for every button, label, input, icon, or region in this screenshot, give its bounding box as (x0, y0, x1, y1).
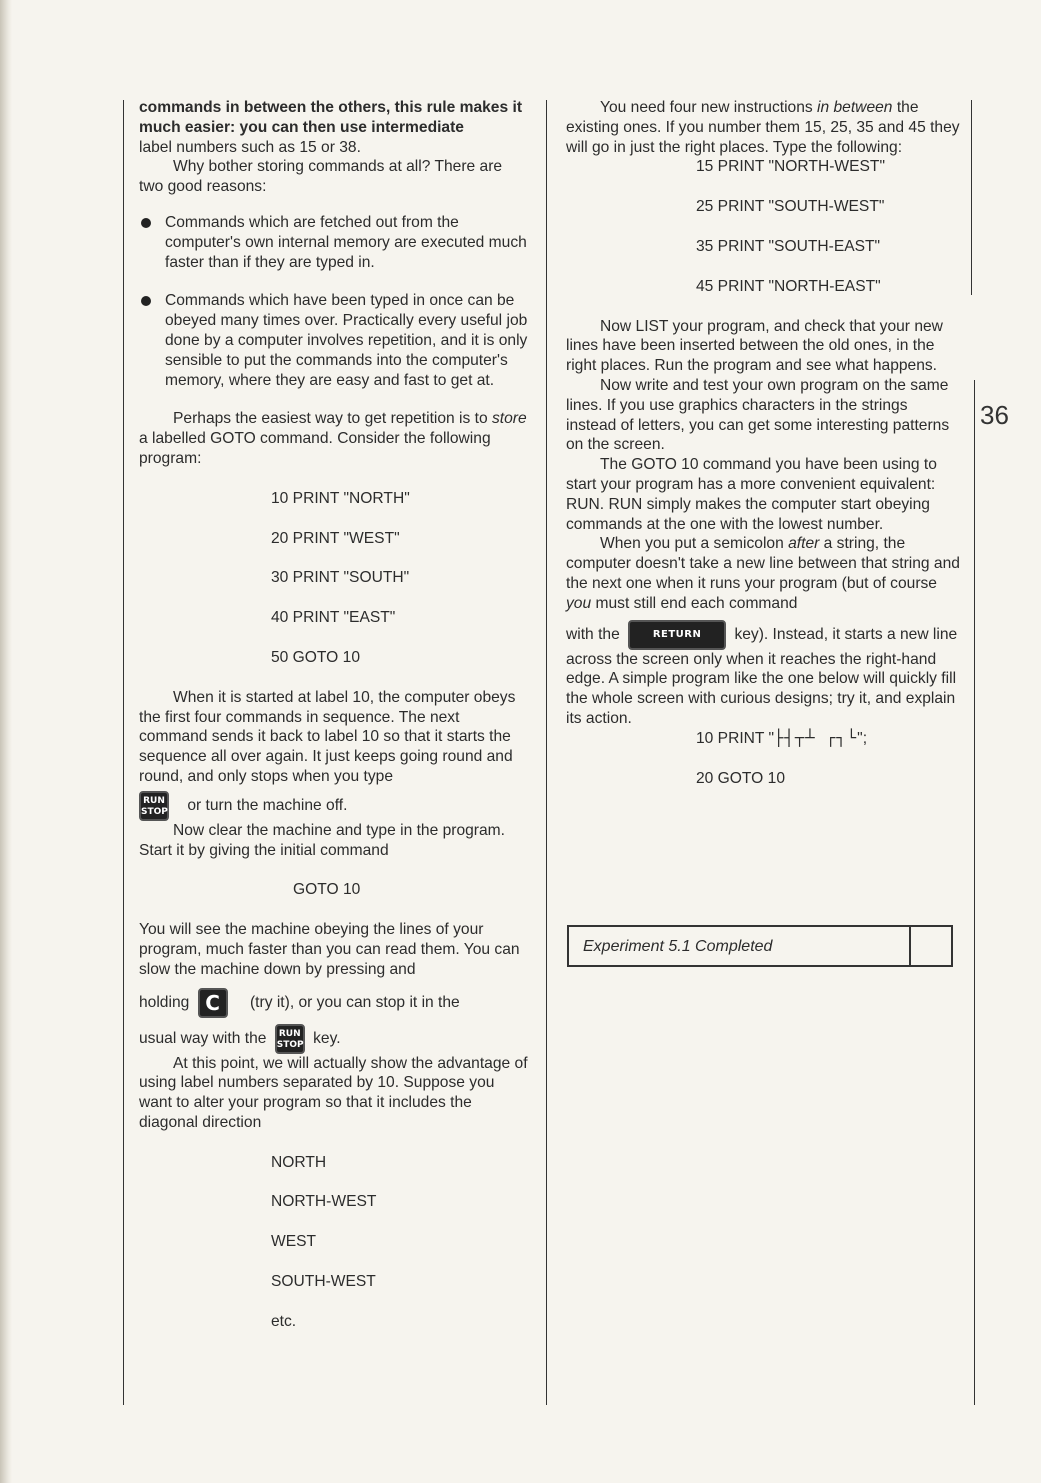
run-stop-key-icon: RUN STOP (139, 791, 169, 821)
experiment-label: Experiment 5.1 Completed (583, 938, 773, 955)
left-paragraph-6-hold: holding C (try it), or you can stop it in the (139, 988, 529, 1018)
code-line: 30 PRINT "SOUTH" (271, 569, 410, 587)
code-line: 35 PRINT "SOUTH-EAST" (696, 237, 881, 255)
goto-command: GOTO 10 (293, 881, 361, 899)
center-column-rule (546, 100, 547, 1405)
direction-line: WEST (271, 1233, 317, 1251)
right-paragraph-6: with the RETURN key). Instead, it starts a new line across the screen only when it reaches the right-hand edge. A simple program like the one below will quickly fill the whole screen with curious designs; try it, and explain its action. (566, 620, 961, 729)
direction-line: etc. (271, 1312, 297, 1330)
reason-item: Commands which have been typed in once can be obeyed many times over. Practically every useful job done by a computer involves repetition, and it is only sensible to put the commands into the computer's memory, where they are easy and fast to get at. (139, 291, 529, 390)
graphics-code-line: 10 PRINT "├┤┬┴ ┌┐└"; (696, 728, 868, 747)
code-line: 25 PRINT "SOUTH-WEST" (696, 198, 885, 216)
page-number: 36 (980, 400, 1009, 430)
left-paragraph-2: Why bother storing commands at all? There are two good reasons: (139, 158, 503, 196)
left-column (139, 98, 529, 1352)
right-column-rule-lower (974, 380, 975, 1405)
experiment-completed-box (567, 925, 953, 967)
code-line: 15 PRINT "NORTH-WEST" (696, 158, 885, 176)
left-paragraph-3: Perhaps the easiest way to get repetition is to store a labelled GOTO command. Consider the following program: (139, 410, 527, 467)
left-paragraph-4-after: RUN STOP or turn the machine off. (139, 791, 529, 821)
right-paragraph-3: Now write and test your own program on the same lines. If you use graphics characters in the strings instead of letters, you can get some interesting patterns on the screen. (566, 376, 950, 454)
left-column-rule (123, 100, 124, 1405)
code-line: 10 PRINT "NORTH" (271, 489, 410, 507)
left-paragraph-7: At this point, we will actually show the advantage of using label numbers separated by 10. Suppose you want to alter your program so that it includes the diagonal direction (139, 1054, 528, 1131)
completion-checkbox[interactable] (909, 927, 951, 965)
reasons-list (139, 213, 529, 390)
code-line: 40 PRINT "EAST" (271, 609, 396, 627)
run-stop-key-icon: RUN STOP (275, 1024, 305, 1054)
left-paragraph-4: When it is started at label 10, the computer obeys the first four commands in sequence. The next command sends it back to label 10 so that it starts the sequence all over again. It just keeps going round and round, and only stops when you type (139, 688, 516, 785)
left-paragraph-6-usual: usual way with the RUN STOP key. (139, 1024, 529, 1054)
code-line: 50 GOTO 10 (271, 648, 360, 666)
right-column-rule (971, 100, 972, 295)
page-edge (0, 0, 12, 1483)
left-paragraph-6: You will see the machine obeying the lines of your program, much faster than you can read them. You can slow the machine down by pressing and (139, 921, 520, 978)
direction-line: NORTH (271, 1153, 327, 1171)
right-column (566, 98, 961, 808)
code-line: 20 GOTO 10 (696, 769, 785, 787)
direction-line: SOUTH-WEST (271, 1273, 376, 1291)
left-paragraph-1b: label numbers such as 15 or 38. (139, 138, 361, 156)
right-paragraph-4: The GOTO 10 command you have been using to start your program has a more convenient equivalent: RUN. RUN simply makes the computer start obeying commands at the one with the lowest number. (566, 456, 937, 533)
direction-line: NORTH-WEST (271, 1193, 377, 1211)
reason-item: Commands which are fetched out from the computer's own internal memory are executed much faster than if they are typed in. (139, 213, 529, 272)
return-key-icon: RETURN (628, 620, 726, 650)
right-paragraph-1: You need four new instructions in between the existing ones. If you number them 15, 25, 35 and 45 they will go in just the right places. Type the following: (566, 99, 960, 156)
commodore-key-icon: C (198, 988, 228, 1018)
right-paragraph-2: Now LIST your program, and check that your new lines have been inserted between the old ones, in the right places. Run the program and see what happens. (566, 317, 943, 375)
graphics-characters: ├┤┬┴ ┌┐└ (774, 728, 858, 747)
right-paragraph-5: When you put a semicolon after a string, the computer doesn't take a new line between that string and the next one when it runs your program (but of course you must still end each command (566, 535, 960, 612)
left-paragraph-1: commands in between the others, this rule makes it much easier: you can then use intermediate (139, 99, 523, 136)
code-line: 45 PRINT "NORTH-EAST" (696, 277, 881, 295)
code-line: 20 PRINT "WEST" (271, 529, 400, 547)
left-paragraph-5: Now clear the machine and type in the program. Start it by giving the initial command (139, 821, 505, 859)
